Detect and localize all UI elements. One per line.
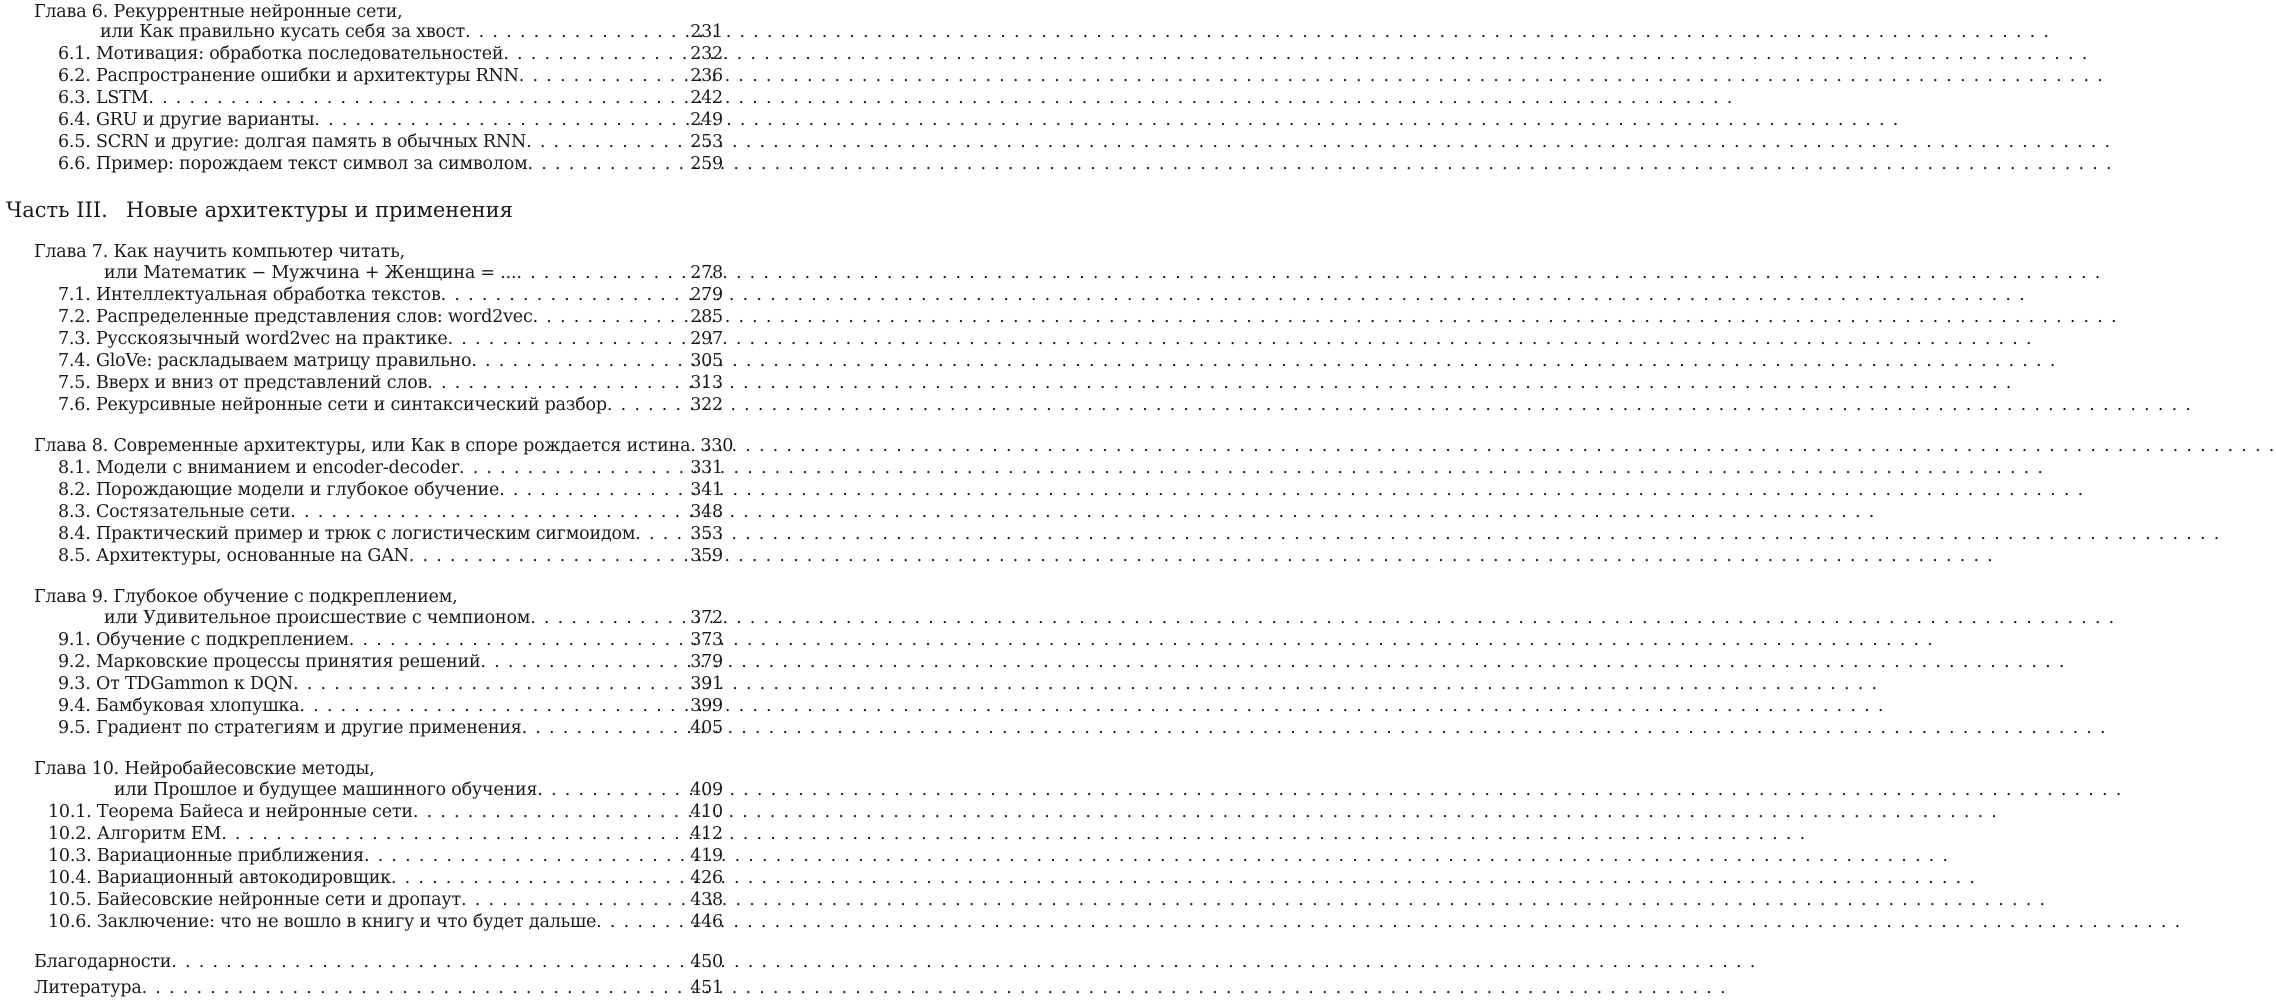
dot-leader	[448, 327, 689, 351]
dot-leader	[522, 716, 689, 740]
section-title: 9.2. Марковские процессы принятия решений	[58, 652, 481, 672]
toc-entry[interactable]	[0, 844, 723, 868]
toc-entry[interactable]	[0, 544, 723, 568]
toc-entry[interactable]	[0, 500, 723, 524]
section-title: 10.6. Заключение: что не вошло в книгу и что будет дальше	[48, 912, 597, 932]
toc-entry[interactable]	[0, 888, 723, 912]
chapter-9-entry[interactable]	[0, 606, 723, 630]
toc-entry[interactable]	[0, 64, 723, 88]
dot-leader	[441, 283, 689, 307]
toc-entry[interactable]	[0, 478, 723, 502]
section-title: 7.4. GloVe: раскладываем матрицу правильно	[58, 351, 472, 371]
dot-leader	[142, 976, 689, 1000]
dot-leader	[503, 42, 688, 66]
dot-leader	[293, 672, 688, 696]
section-title: 8.2. Порождающие модели и глубокое обучение	[58, 480, 500, 500]
chapter-subtitle: или Математик − Мужчина + Женщина = ...	[104, 263, 517, 283]
dot-leader	[519, 64, 688, 88]
toc-entry[interactable]	[0, 694, 723, 718]
dot-leader	[471, 349, 688, 373]
page-number: 373	[690, 630, 723, 650]
toc-entry[interactable]	[0, 650, 723, 674]
table-of-contents	[0, 0, 734, 1000]
page-number: 451	[690, 978, 723, 998]
toc-entry[interactable]	[0, 283, 723, 307]
entry-title: Литература	[34, 978, 142, 998]
page-number: 242	[690, 88, 723, 108]
toc-entry[interactable]	[0, 371, 723, 395]
chapter-10-entry[interactable]	[0, 778, 723, 802]
page-number: 297	[690, 329, 723, 349]
chapter-title: Глава 6. Рекуррентные нейронные сети,	[34, 2, 403, 22]
toc-entry[interactable]	[0, 393, 723, 417]
dot-leader	[465, 20, 688, 44]
dot-leader	[409, 544, 688, 568]
chapter-subtitle: или Как правильно кусать себя за хвост	[100, 22, 465, 42]
toc-entry[interactable]	[0, 349, 723, 373]
toc-entry[interactable]	[0, 86, 723, 110]
dot-leader	[635, 522, 688, 546]
toc-entry[interactable]	[0, 108, 723, 132]
chapter-title: Глава 9. Глубокое обучение с подкреплением,	[34, 587, 458, 607]
toc-entry[interactable]	[0, 910, 723, 934]
part-title: Новые архитектуры и применения	[126, 198, 513, 222]
section-title: 10.4. Вариационный автокодировщик	[48, 868, 391, 888]
dot-leader	[314, 108, 688, 132]
page-number: 231	[690, 22, 723, 42]
section-title: 7.6. Рекурсивные нейронные сети и синтаксический разбор	[58, 395, 607, 415]
dot-leader	[516, 261, 688, 285]
toc-entry[interactable]	[0, 42, 723, 66]
dot-leader	[413, 800, 688, 824]
section-title: 9.4. Бамбуковая хлопушка	[58, 696, 300, 716]
page-number: 285	[690, 307, 723, 327]
section-title: 10.1. Теорема Байеса и нейронные сети	[48, 802, 413, 822]
section-title: 10.3. Вариационные приближения	[48, 846, 364, 866]
page-number: 313	[690, 373, 723, 393]
chapter-7-entry[interactable]	[0, 261, 723, 285]
toc-entry[interactable]	[0, 866, 723, 890]
section-title: 6.5. SCRN и другие: долгая память в обычных RNN	[58, 132, 527, 152]
section-title: 6.3. LSTM	[58, 88, 149, 108]
page-number: 348	[690, 502, 723, 522]
page-number: 322	[690, 395, 723, 415]
page-number: 278	[690, 263, 723, 283]
toc-entry[interactable]	[0, 152, 723, 176]
chapter-title: Глава 7. Как научить компьютер читать,	[34, 242, 405, 262]
dot-leader	[349, 628, 688, 652]
toc-entry[interactable]	[0, 822, 723, 846]
page-number: 353	[690, 524, 723, 544]
entry-title: Благодарности	[34, 952, 172, 972]
section-title: 7.5. Вверх и вниз от представлений слов	[58, 373, 428, 393]
dot-leader	[533, 305, 689, 329]
dot-leader	[690, 434, 698, 458]
page-number: 279	[690, 285, 723, 305]
toc-entry[interactable]	[0, 628, 723, 652]
chapter-subtitle: или Прошлое и будущее машинного обучения	[114, 780, 538, 800]
section-title: 7.2. Распределенные представления слов: word2vec	[58, 307, 533, 327]
page-number: 438	[690, 890, 723, 910]
section-title: 8.3. Состязательные сети	[58, 502, 291, 522]
section-title: 6.4. GRU и другие варианты	[58, 110, 315, 130]
part-number: Часть III.	[6, 198, 108, 222]
section-title: 7.3. Русскоязычный word2vec на практике	[58, 329, 448, 349]
page-number: 232	[690, 44, 723, 64]
chapter-subtitle: или Удивительное происшествие с чемпионом	[104, 608, 531, 628]
page-number: 410	[690, 802, 723, 822]
page-number: 253	[690, 132, 723, 152]
dot-leader	[499, 478, 688, 502]
toc-entry[interactable]	[0, 522, 723, 546]
toc-entry[interactable]	[0, 456, 723, 480]
dot-leader	[459, 456, 688, 480]
page-number: 412	[690, 824, 723, 844]
section-title: 8.4. Практический пример и трюк с логистическим сигмоидом	[58, 524, 636, 544]
dot-leader	[537, 778, 688, 802]
page-number: 341	[690, 480, 723, 500]
page-number: 450	[690, 952, 723, 972]
dot-leader	[530, 606, 688, 630]
page-number: 391	[690, 674, 723, 694]
dot-leader	[171, 950, 688, 974]
dot-leader	[364, 844, 688, 868]
part-heading	[6, 196, 513, 224]
page-number: 399	[690, 696, 723, 716]
section-title: 9.3. От TDGammon к DQN	[58, 674, 294, 694]
toc-entry[interactable]	[0, 305, 723, 329]
dot-leader	[461, 888, 688, 912]
dot-leader	[299, 694, 688, 718]
chapter-title: Глава 8. Современные архитектуры, или Как в споре рождается истина	[34, 436, 691, 456]
section-title: 9.1. Обучение с подкреплением	[58, 630, 349, 650]
toc-entry[interactable]	[0, 672, 723, 696]
chapter-8-entry[interactable]	[0, 434, 734, 458]
page-number: 409	[690, 780, 723, 800]
page-number: 249	[690, 110, 723, 130]
page-number: 405	[690, 718, 723, 738]
chapter-title: Глава 10. Нейробайесовские методы,	[34, 759, 375, 779]
dot-leader	[148, 86, 688, 110]
acknowledgements-entry[interactable]	[0, 950, 723, 974]
page-number: 236	[690, 66, 723, 86]
section-title: 6.6. Пример: порождаем текст символ за символом	[58, 154, 528, 174]
toc-entry[interactable]	[0, 130, 723, 154]
section-title: 6.2. Распространение ошибки и архитектуры RNN	[58, 66, 519, 86]
toc-entry[interactable]	[0, 716, 723, 740]
section-title: 10.2. Алгоритм EM	[48, 824, 222, 844]
page-number: 259	[690, 154, 723, 174]
section-title: 6.1. Мотивация: обработка последовательностей	[58, 44, 504, 64]
section-title: 8.5. Архитектуры, основанные на GAN	[58, 546, 409, 566]
dot-leader	[221, 822, 688, 846]
page-number: 419	[690, 846, 723, 866]
section-title: 8.1. Модели с вниманием и encoder-decoder	[58, 458, 459, 478]
dot-leader	[480, 650, 688, 674]
toc-entry[interactable]	[0, 327, 723, 351]
page-number: 359	[690, 546, 723, 566]
page-number: 446	[690, 912, 723, 932]
section-title: 9.5. Градиент по стратегиям и другие применения	[58, 718, 522, 738]
references-entry[interactable]	[0, 976, 723, 1000]
page-number: 372	[690, 608, 723, 628]
dot-leader	[607, 393, 688, 417]
dot-leader	[427, 371, 688, 395]
dot-leader	[526, 130, 688, 154]
dot-leader	[290, 500, 688, 524]
page-number: 379	[690, 652, 723, 672]
page-number: 305	[690, 351, 723, 371]
chapter-6-entry[interactable]	[0, 20, 723, 44]
page-number: 426	[690, 868, 723, 888]
page-number: 330	[700, 436, 734, 456]
toc-entry[interactable]	[0, 800, 723, 824]
dot-leader	[596, 910, 688, 934]
page-number: 331	[690, 458, 723, 478]
dot-leader	[391, 866, 688, 890]
section-title: 10.5. Байесовские нейронные сети и дропаут	[48, 890, 461, 910]
dot-leader	[528, 152, 689, 176]
section-title: 7.1. Интеллектуальная обработка текстов	[58, 285, 441, 305]
